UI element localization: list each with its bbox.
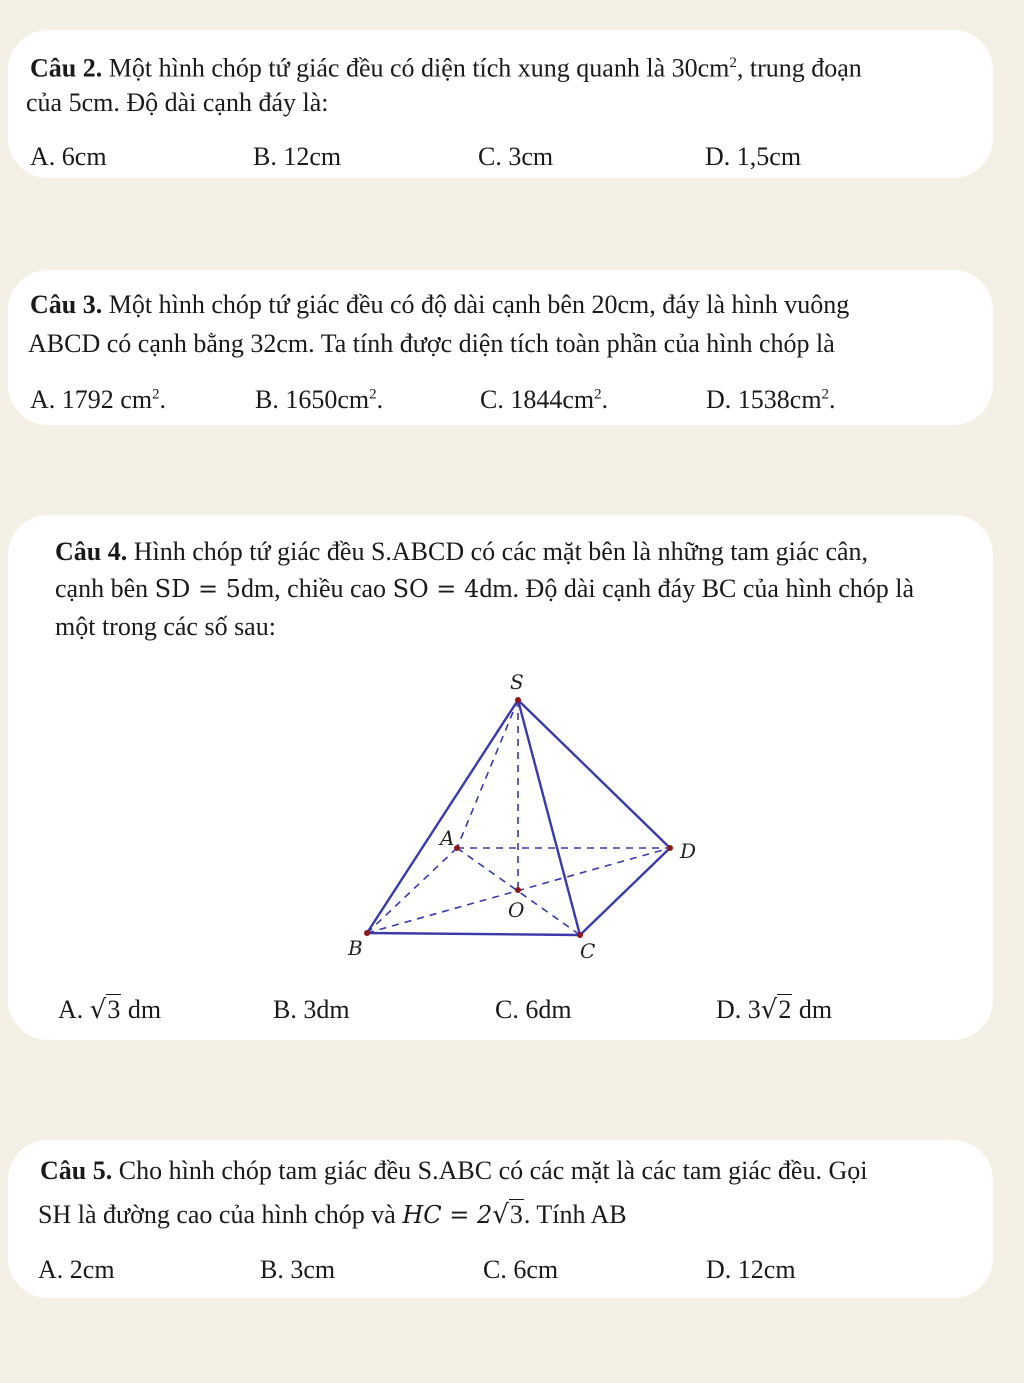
label-O: O <box>508 898 525 922</box>
question-3-line-2: ABCD có cạnh bằng 32cm. Ta tính được diện tích toàn phần của hình chóp là <box>28 329 835 358</box>
question-2-label: Câu 2. <box>30 53 103 83</box>
question-4-card <box>8 515 993 1040</box>
edge-SD <box>518 700 670 848</box>
question-3-label: Câu 3. <box>30 290 103 319</box>
option-c[interactable]: C. 6dm <box>495 995 572 1024</box>
edge-SA <box>457 700 518 848</box>
question-3-card <box>8 270 993 425</box>
question-5-line-2: SH là đường cao của hình chóp và HC = 2√3. Tính AB <box>38 1196 627 1234</box>
edge-SB <box>367 700 518 933</box>
option-d[interactable]: D. 12cm <box>706 1255 796 1284</box>
option-c[interactable]: C. $1844cm^2$. <box>480 385 609 414</box>
option-a[interactable]: A. 1792 $cm^2$. <box>30 385 167 414</box>
point-D <box>667 845 673 851</box>
sqrt: √3 <box>89 995 121 1025</box>
label-B: B <box>348 936 363 960</box>
edge-SC <box>518 700 580 935</box>
option-d[interactable]: D. $1538cm^2$. <box>706 385 836 414</box>
question-4-line-2: cạnh bên SD = 5dm, chiều cao SO = 4dm. Độ dài cạnh đáy BC của hình chóp là <box>55 574 915 603</box>
option-b[interactable]: B. 3cm <box>260 1255 336 1284</box>
sqrt: √3 <box>492 1200 523 1230</box>
option-a[interactable]: A. 2cm <box>38 1255 115 1284</box>
option-c[interactable]: C. 3cm <box>478 142 554 171</box>
point-S <box>515 697 521 703</box>
option-b[interactable]: B. 12cm <box>253 142 342 171</box>
sqrt: √2 <box>760 995 792 1025</box>
question-3-line-1: Câu 3. Một hình chóp tứ giác đều có độ dài cạnh bên 20cm, đáy là hình vuông <box>30 290 850 319</box>
option-c[interactable]: C. 6cm <box>483 1255 559 1284</box>
label-S: S <box>510 670 524 694</box>
edge-AB <box>367 848 457 933</box>
label-C: C <box>580 939 596 963</box>
point-B <box>364 930 370 936</box>
edge-BC <box>367 933 580 935</box>
question-2-line-1: Câu 2. Một hình chóp tứ giác đều có diện tích xung quanh là $30cm^2$, trung đoạn <box>30 53 862 83</box>
option-a[interactable]: A. 6cm <box>30 142 107 171</box>
point-A <box>454 845 460 851</box>
question-2-line-2: của 5cm. Độ dài cạnh đáy là: <box>26 88 329 117</box>
question-5-label: Câu 5. <box>40 1156 113 1185</box>
option-b[interactable]: B. 3dm <box>273 995 350 1024</box>
question-4-line-1: Câu 4. Hình chóp tứ giác đều S.ABCD có các mặt bên là những tam giác cân, <box>55 537 869 566</box>
point-C <box>577 932 583 938</box>
question-4-label: Câu 4. <box>55 537 128 566</box>
point-O <box>515 887 521 893</box>
option-d[interactable]: D. 1,5cm <box>705 142 802 171</box>
edge-CD <box>580 848 670 935</box>
label-A: A <box>440 826 455 850</box>
option-d[interactable]: D. 3√2 dm <box>716 995 833 1025</box>
label-D: D <box>680 839 697 863</box>
option-b[interactable]: B. $1650cm^2$. <box>255 385 384 414</box>
question-4-line-3: một trong các số sau: <box>55 612 276 641</box>
option-a[interactable]: A. √3 dm <box>58 995 162 1025</box>
question-5-line-1: Câu 5. Cho hình chóp tam giác đều S.ABC có các mặt là các tam giác đều. Gọi <box>40 1156 868 1185</box>
pyramid-figure <box>340 665 740 975</box>
question-5-card <box>8 1140 993 1298</box>
question-2-card <box>8 30 993 178</box>
